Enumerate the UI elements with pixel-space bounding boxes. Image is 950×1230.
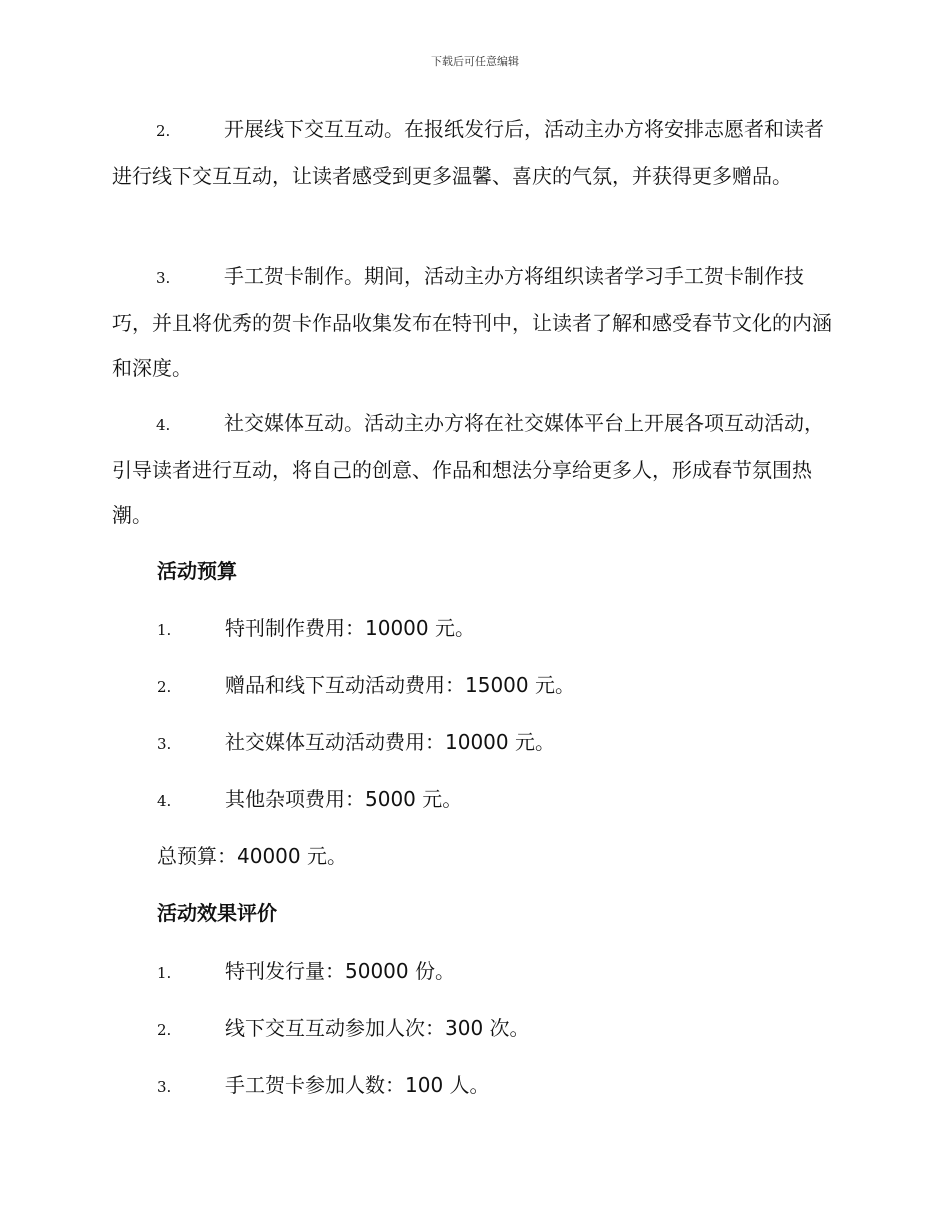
list-number: 3. [157,735,172,753]
item-text: 线下交互互动参加人次：300 次。 [225,1016,530,1040]
budget-item [157,671,575,701]
page-header: 下载后可任意编辑 [431,55,519,68]
list-number: 1. [157,964,172,982]
item-text: 特刊制作费用：10000 元。 [225,616,475,640]
budget-item [157,614,475,644]
section-heading-budget: 活动预算 [157,559,237,583]
activity-paragraph [112,401,832,538]
list-number: 1. [157,621,172,639]
activity-paragraph [112,254,832,391]
item-text: 社交媒体互动活动费用：10000 元。 [225,730,555,754]
item-text: 手工贺卡参加人数：100 人。 [225,1073,490,1097]
list-number: 2. [157,1021,172,1039]
paragraph-text: 社交媒体互动。活动主办方将在社交媒体平台上开展各项互动活动，引导读者进行互动，将自己的创意、作品和想法分享给更多人，形成春节氛围热潮。 [112,411,824,527]
budget-item [157,728,555,758]
activity-paragraph [112,107,832,199]
item-text: 特刊发行量：50000 份。 [225,959,455,983]
budget-item [157,785,462,815]
section-heading-evaluation: 活动效果评价 [157,901,277,925]
list-number: 2. [157,678,172,696]
paragraph-text: 开展线下交互互动。在报纸发行后，活动主办方将安排志愿者和读者进行线下交互互动，让读者感受到更多温馨、喜庆的气氛，并获得更多赠品。 [112,117,824,188]
budget-total: 总预算：40000 元。 [157,844,347,868]
list-number: 3. [157,1078,172,1096]
evaluation-item [157,1071,490,1101]
item-text: 赠品和线下互动活动费用：15000 元。 [225,673,575,697]
evaluation-item [157,957,455,987]
list-number: 2. [156,122,171,140]
evaluation-item [157,1014,530,1044]
list-number: 4. [156,416,171,434]
item-text: 其他杂项费用：5000 元。 [225,787,463,811]
paragraph-text: 手工贺卡制作。期间，活动主办方将组织读者学习手工贺卡制作技巧，并且将优秀的贺卡作品收集发布在特刊中，让读者了解和感受春节文化的内涵和深度。 [112,264,832,380]
list-number: 4. [157,792,172,810]
list-number: 3. [156,269,171,287]
